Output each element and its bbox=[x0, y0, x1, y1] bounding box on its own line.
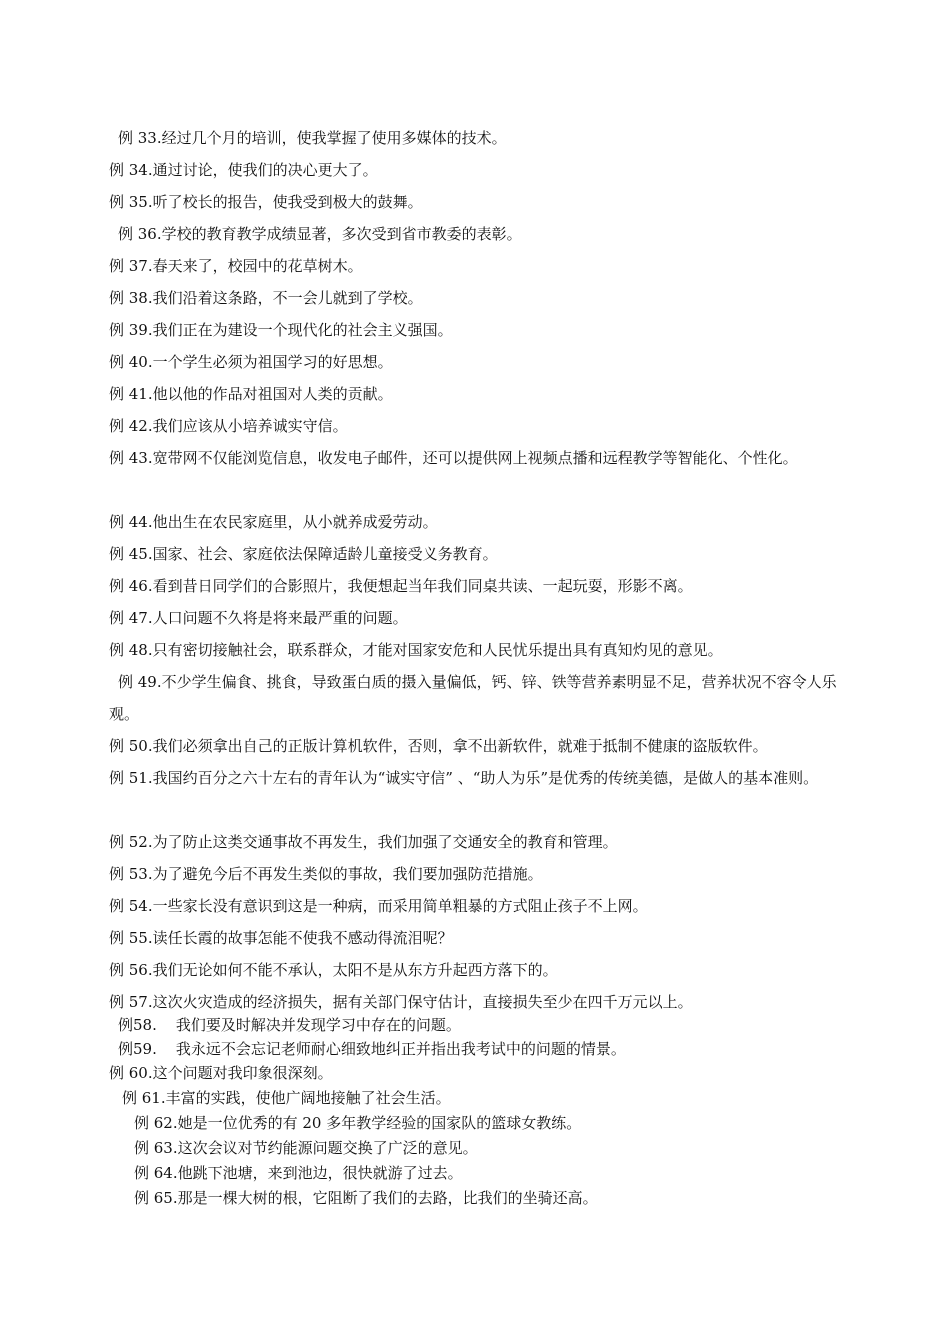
example-46: 例 46.看到昔日同学们的合影照片，我便想起当年我们同桌共读、一起玩耍，形影不离。 bbox=[109, 577, 693, 595]
example-57: 例 57.这次火灾造成的经济损失，据有关部门保守估计，直接损失至少在四千万元以上。 bbox=[109, 993, 693, 1011]
example-33: 例 33.经过几个月的培训，使我掌握了使用多媒体的技术。 bbox=[118, 129, 507, 147]
example-63: 例 63.这次会议对节约能源问题交换了广泛的意见。 bbox=[134, 1139, 478, 1157]
example-54: 例 54.一些家长没有意识到这是一种病，而采用简单粗暴的方式阻止孩子不上网。 bbox=[109, 897, 648, 915]
example-36: 例 36.学校的教育教学成绩显著，多次受到省市教委的表彰。 bbox=[118, 225, 522, 243]
example-61: 例 61.丰富的实践，使他广阔地接触了社会生活。 bbox=[122, 1089, 451, 1107]
example-64: 例 64.他跳下池塘，来到池边，很快就游了过去。 bbox=[134, 1164, 463, 1182]
example-59: 例59. 我永远不会忘记老师耐心细致地纠正并指出我考试中的问题的情景。 bbox=[118, 1040, 626, 1058]
example-37: 例 37.春天来了，校园中的花草树木。 bbox=[109, 257, 363, 275]
example-48: 例 48.只有密切接触社会，联系群众，才能对国家安危和人民忧乐提出具有真知灼见的意见。 bbox=[109, 641, 723, 659]
example-49: 例 49.不少学生偏食、挑食，导致蛋白质的摄入量偏低，钙、锌、铁等营养素明显不足，营养状况不容令人乐观。 bbox=[109, 673, 837, 723]
example-35: 例 35.听了校长的报告，使我受到极大的鼓舞。 bbox=[109, 193, 423, 211]
example-39: 例 39.我们正在为建设一个现代化的社会主义强国。 bbox=[109, 321, 453, 339]
example-50: 例 50.我们必须拿出自己的正版计算机软件，否则，拿不出新软件，就难于抵制不健康的盗版软件。 bbox=[109, 737, 768, 755]
example-34: 例 34.通过讨论，使我们的决心更大了。 bbox=[109, 161, 378, 179]
example-65: 例 65.那是一棵大树的根，它阻断了我们的去路，比我们的坐骑还高。 bbox=[134, 1189, 598, 1207]
example-56: 例 56.我们无论如何不能不承认，太阳不是从东方升起西方落下的。 bbox=[109, 961, 558, 979]
example-62: 例 62.她是一位优秀的有 20 多年教学经验的国家队的篮球女教练。 bbox=[134, 1114, 582, 1132]
example-43: 例 43.宽带网不仅能浏览信息，收发电子邮件，还可以提供网上视频点播和远程教学等智能化、个性化。 bbox=[109, 449, 798, 467]
example-51: 例 51.我国约百分之六十左右的青年认为“诚实守信” 、“助人为乐”是优秀的传统美德，是做人的基本准则。 bbox=[109, 769, 819, 787]
example-40: 例 40.一个学生必须为祖国学习的好思想。 bbox=[109, 353, 393, 371]
example-60: 例 60.这个问题对我印象很深刻。 bbox=[109, 1064, 333, 1082]
example-53: 例 53.为了避免今后不再发生类似的事故，我们要加强防范措施。 bbox=[109, 865, 543, 883]
example-44: 例 44.他出生在农民家庭里，从小就养成爱劳动。 bbox=[109, 513, 438, 531]
example-41: 例 41.他以他的作品对祖国对人类的贡献。 bbox=[109, 385, 393, 403]
example-55: 例 55.读任长霞的故事怎能不使我不感动得流泪呢？ bbox=[109, 929, 453, 947]
example-58: 例58. 我们要及时解决并发现学习中存在的问题。 bbox=[118, 1016, 461, 1034]
example-52: 例 52.为了防止这类交通事故不再发生，我们加强了交通安全的教育和管理。 bbox=[109, 833, 618, 851]
example-47: 例 47.人口问题不久将是将来最严重的问题。 bbox=[109, 609, 408, 627]
example-38: 例 38.我们沿着这条路，不一会儿就到了学校。 bbox=[109, 289, 423, 307]
example-42: 例 42.我们应该从小培养诚实守信。 bbox=[109, 417, 348, 435]
example-45: 例 45.国家、社会、家庭依法保障适龄儿童接受义务教育。 bbox=[109, 545, 498, 563]
